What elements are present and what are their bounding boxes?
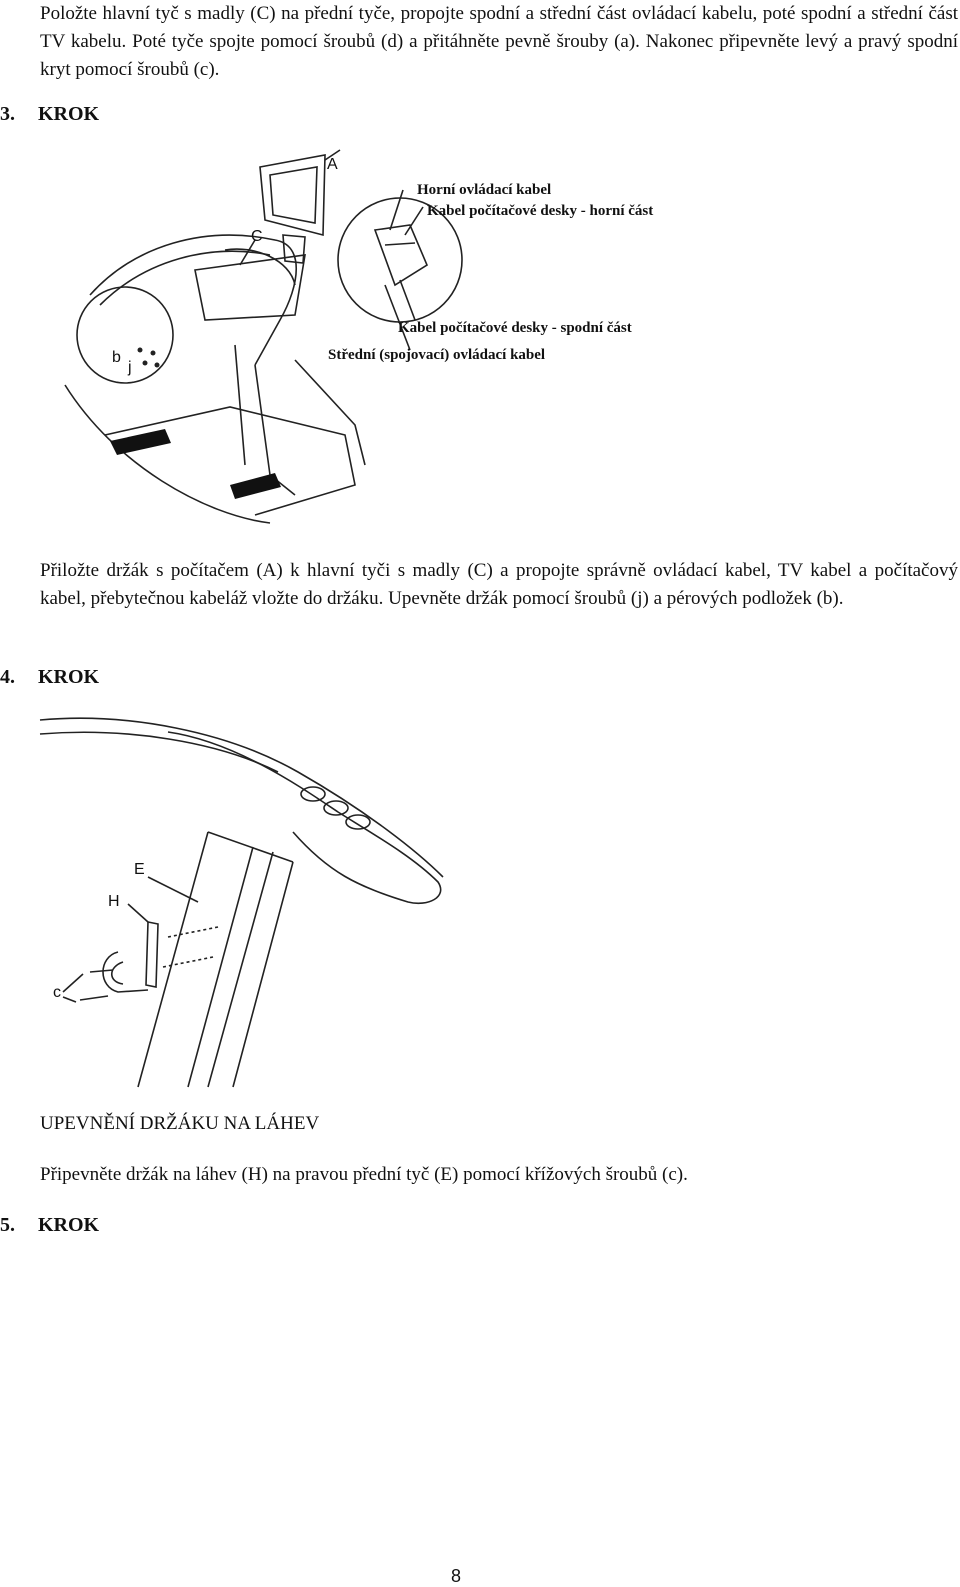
label-c: C (251, 228, 263, 245)
step-4-title: KROK (38, 666, 100, 688)
callout-pc-upper: Kabel počítačové desky - horní část (427, 203, 654, 219)
step-3-heading (0, 103, 99, 126)
page-number: 8 (450, 1566, 461, 1586)
step-5-number: 5. (0, 1214, 15, 1236)
label-b: b (112, 349, 121, 366)
intro-paragraph: Položte hlavní tyč s madly (C) na přední tyče, propojte spodní a střední část ovládací kabelu, poté spodní a střední část TV kabelu. Poté tyče spojte pomocí šroubů (d) a přitáhněte pevně šrouby (a). Nakonec připevněte levý a pravý spodní kryt pomocí šroubů (c). (40, 3, 958, 80)
step-4-subheading: UPEVNĚNÍ DRŽÁKU NA LÁHEV (40, 1113, 320, 1134)
label-e: E (134, 861, 145, 878)
step-3-title: KROK (38, 103, 100, 125)
label-h: H (108, 893, 120, 910)
step-4-illustration (38, 712, 458, 1092)
front-post (138, 832, 208, 1087)
step-4-number: 4. (0, 666, 15, 688)
bottle-holder (146, 922, 158, 987)
callout-upper-control: Horní ovládací kabel (417, 182, 552, 198)
callout-pc-lower: Kabel počítačové desky - spodní část (398, 320, 632, 336)
handlebar-top (40, 718, 443, 877)
step-4-heading (0, 666, 99, 689)
step-3-text: Přiložte držák s počítačem (A) k hlavní tyči s madly (C) a propojte správně ovládací kabel, TV kabel a počítačový kabel, přebytečnou kabeláž vložte do držáku. Upevněte držák pomocí šroubů (j) a pérových podložek (b). (40, 560, 958, 609)
inset-detail-left (77, 287, 173, 383)
label-c-screws: c (53, 984, 61, 1001)
step-4-text: Připevněte držák na láhev (H) na pravou přední tyč (E) pomocí křížových šroubů (c). (40, 1164, 688, 1185)
label-j: j (128, 359, 132, 376)
callout-middle: Střední (spojovací) ovládací kabel (328, 347, 546, 363)
step-3-illustration (55, 145, 705, 525)
label-a: A (327, 156, 338, 173)
step-5-title: KROK (38, 1214, 100, 1236)
step-3-number: 3. (0, 103, 15, 125)
treadmill-deck (105, 407, 355, 515)
treadmill-outline-arc (65, 385, 270, 523)
step-5-heading (0, 1214, 99, 1237)
